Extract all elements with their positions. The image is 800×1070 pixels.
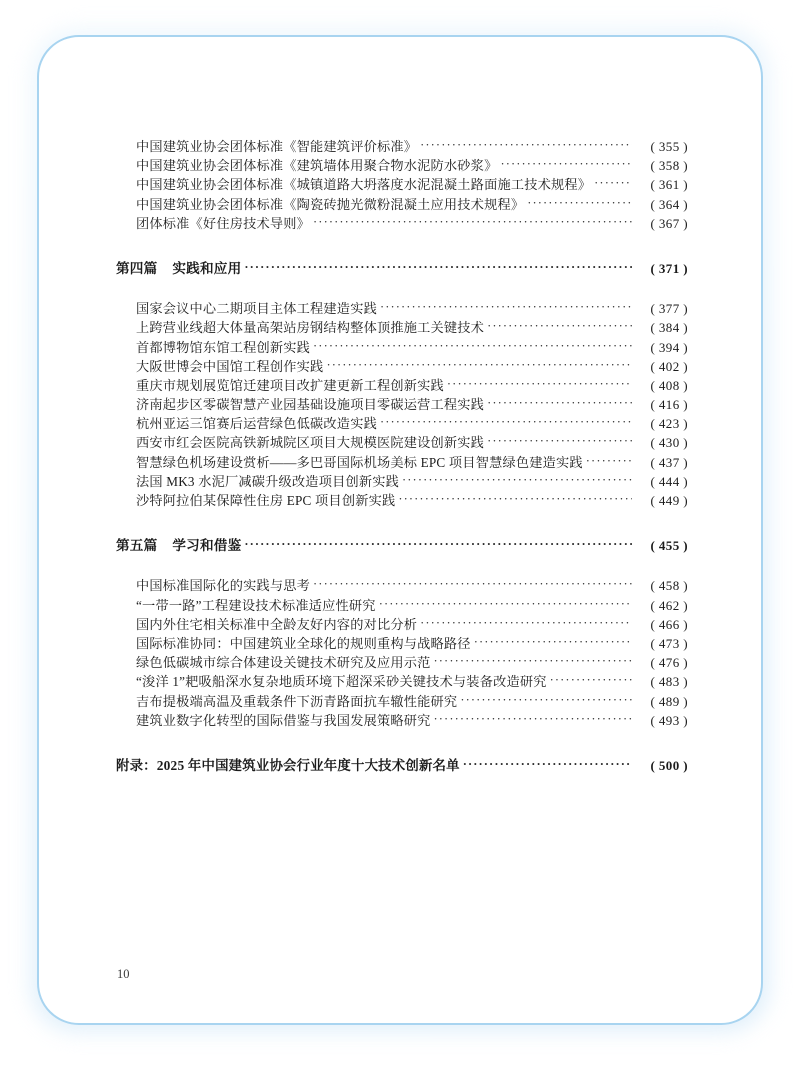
leader-dots — [487, 320, 632, 333]
toc-entry[interactable] — [116, 653, 688, 672]
toc-entry-label: 上跨营业线超大体量高架站房钢结构整体顶推施工关键技术 — [136, 320, 485, 336]
toc-entry[interactable] — [116, 453, 688, 472]
toc-entry[interactable] — [116, 634, 688, 653]
leader-dots — [434, 713, 632, 726]
toc-entry-page: ( 408 ) — [650, 377, 688, 393]
toc-entry-page: ( 489 ) — [650, 693, 688, 709]
toc-entry[interactable] — [116, 156, 688, 175]
toc-part-page: ( 371 ) — [650, 260, 688, 276]
toc-entry-label: 法国 MK3 水泥厂减碳升级改造项目创新实践 — [136, 473, 400, 489]
toc-entry[interactable] — [116, 214, 688, 233]
toc-entry-page: ( 462 ) — [650, 597, 688, 613]
toc-entry[interactable] — [116, 376, 688, 395]
toc-entry-label: 建筑业数字化转型的国际借鉴与我国发展策略研究 — [136, 712, 431, 728]
toc-entry-page: ( 493 ) — [650, 712, 688, 728]
toc-entry-label: 国际标准协同：中国建筑业全球化的规则重构与战略路径 — [136, 635, 471, 651]
leader-dots — [326, 359, 632, 372]
toc-entry-label: “一带一路”工程建设技术标准适应性研究 — [136, 597, 376, 613]
toc-entry-label: 中国建筑业协会团体标准《智能建筑评价标准》 — [136, 139, 418, 154]
toc-entry[interactable] — [116, 576, 688, 595]
leader-dots — [500, 158, 632, 171]
toc-entry[interactable] — [116, 318, 688, 337]
toc-entry-label: 大阪世博会中国馆工程创作实践 — [136, 358, 324, 374]
part-title: 学习和借鉴 — [172, 538, 242, 554]
leader-dots — [594, 177, 632, 190]
toc-entry[interactable] — [116, 472, 688, 491]
toc-entry[interactable] — [116, 395, 688, 414]
part-number: 第四篇 — [116, 260, 158, 276]
toc-entry[interactable] — [116, 137, 688, 156]
toc-entry-page: ( 476 ) — [650, 655, 688, 671]
toc-entry-label: 中国标准国际化的实践与思考 — [136, 578, 311, 594]
toc-entry-page: ( 444 ) — [650, 473, 688, 489]
toc-entry[interactable] — [116, 433, 688, 452]
section-spacer — [116, 510, 688, 536]
toc-entry-page: ( 449 ) — [650, 493, 688, 508]
toc-entry-page: ( 364 ) — [650, 196, 688, 212]
leader-dots — [487, 397, 632, 410]
part-number: 第五篇 — [116, 538, 158, 554]
toc-entry-label: 吉布提极端高温及重载条件下沥青路面抗车辙性能研究 — [136, 693, 458, 709]
toc-entry-label: 中国建筑业协会团体标准《陶瓷砖抛光微粉混凝土应用技术规程》 — [136, 196, 525, 212]
leader-dots — [313, 578, 632, 591]
toc-entry[interactable] — [116, 672, 688, 691]
toc-entry-label: 国家会议中心二期项目主体工程建造实践 — [136, 301, 377, 317]
toc-entry-label: 团体标准《好住房技术导则》 — [136, 215, 311, 231]
toc-entry-label: 国内外住宅相关标准中全龄友好内容的对比分析 — [136, 616, 418, 632]
leader-dots — [380, 301, 632, 314]
leader-dots — [420, 617, 632, 630]
leader-dots — [420, 139, 632, 152]
toc-entry-page: ( 402 ) — [650, 358, 688, 374]
leader-dots — [434, 655, 632, 668]
leader-dots — [244, 261, 632, 274]
toc-entry[interactable] — [116, 596, 688, 615]
toc-entry-page: ( 416 ) — [650, 397, 688, 413]
toc-entry[interactable] — [116, 414, 688, 433]
toc-entry[interactable] — [116, 338, 688, 357]
part-title: 实践和应用 — [172, 260, 242, 276]
leader-dots — [402, 474, 632, 487]
toc-entry-page: ( 466 ) — [650, 616, 688, 632]
toc-entry-page: ( 361 ) — [650, 177, 688, 193]
leader-dots — [487, 435, 632, 448]
toc-entry-page: ( 394 ) — [650, 339, 688, 355]
heading-spacer — [116, 555, 688, 576]
toc-entry[interactable] — [116, 357, 688, 376]
toc-entry-page: ( 367 ) — [650, 215, 688, 231]
toc-appendix-page: ( 500 ) — [650, 757, 688, 773]
toc-entry-label: 济南起步区零碳智慧产业园基础设施项目零碳运营工程实践 — [136, 397, 485, 413]
section-spacer — [116, 730, 688, 756]
toc-entry-label: 西安市红会医院高铁新城院区项目大规模医院建设创新实践 — [136, 435, 485, 451]
toc-entry[interactable] — [116, 175, 688, 194]
part-heading-label — [116, 536, 241, 555]
toc-entry-label: 沙特阿拉伯某保障性住房 EPC 项目创新实践 — [136, 493, 396, 508]
leader-dots — [460, 694, 632, 707]
toc-entry-page: ( 473 ) — [650, 635, 688, 651]
section-spacer — [116, 233, 688, 259]
toc-entry-label: 绿色低碳城市综合体建设关键技术研究及应用示范 — [136, 655, 431, 671]
toc-entry-page: ( 483 ) — [650, 674, 688, 690]
leader-dots — [379, 598, 632, 611]
toc-entry[interactable] — [116, 299, 688, 318]
toc-entry-page: ( 355 ) — [650, 139, 688, 154]
toc-appendix-label: 附录：2025 年中国建筑业协会行业年度十大技术创新名单 — [116, 757, 460, 773]
leader-dots — [313, 340, 632, 353]
toc-part-heading-four[interactable] — [116, 259, 688, 278]
leader-dots — [313, 216, 632, 229]
leader-dots — [447, 378, 632, 391]
leader-dots — [474, 636, 632, 649]
toc-entry-page: ( 458 ) — [650, 578, 688, 594]
part-heading-label — [116, 259, 241, 278]
toc-entry-label: “浚洋 1”耙吸船深水复杂地质环境下超深采砂关键技术与装备改造研究 — [136, 674, 547, 690]
toc-entry-label: 中国建筑业协会团体标准《城镇道路大坍落度水泥混凝土路面施工技术规程》 — [136, 177, 592, 193]
toc-entry-page: ( 377 ) — [650, 301, 688, 317]
leader-dots — [586, 455, 632, 468]
leader-dots — [527, 197, 632, 210]
toc-entry-label: 杭州亚运三馆赛后运营绿色低碳改造实践 — [136, 416, 377, 432]
toc-entry[interactable] — [116, 195, 688, 214]
toc-entry-page: ( 423 ) — [650, 416, 688, 432]
page-folio: 10 — [117, 967, 130, 981]
toc-entry-page: ( 430 ) — [650, 435, 688, 451]
toc-entry[interactable] — [116, 615, 688, 634]
leader-dots — [398, 493, 632, 506]
toc-entry[interactable] — [116, 711, 688, 730]
leader-dots — [380, 416, 632, 429]
toc-entry[interactable] — [116, 692, 688, 711]
leader-dots — [244, 538, 632, 551]
page-content — [39, 37, 761, 1023]
leader-dots — [550, 674, 632, 687]
toc-entry[interactable] — [116, 491, 688, 510]
page-frame — [37, 35, 763, 1025]
table-of-contents — [116, 137, 688, 775]
toc-part-page: ( 455 ) — [650, 538, 688, 554]
toc-entry-label: 首都博物馆东馆工程创新实践 — [136, 339, 311, 355]
toc-entry-label: 智慧绿色机场建设赏析——多巴哥国际机场美标 EPC 项目智慧绿色建造实践 — [136, 454, 583, 470]
leader-dots — [463, 758, 632, 771]
toc-entry-page: ( 437 ) — [650, 454, 688, 470]
heading-spacer — [116, 278, 688, 299]
toc-entry-page: ( 384 ) — [650, 320, 688, 336]
toc-part-heading-five[interactable] — [116, 536, 688, 555]
toc-entry-page: ( 358 ) — [650, 158, 688, 174]
toc-appendix-row[interactable] — [116, 756, 688, 775]
toc-entry-label: 重庆市规划展览馆迁建项目改扩建更新工程创新实践 — [136, 377, 444, 393]
toc-entry-label: 中国建筑业协会团体标准《建筑墙体用聚合物水泥防水砂浆》 — [136, 158, 498, 174]
